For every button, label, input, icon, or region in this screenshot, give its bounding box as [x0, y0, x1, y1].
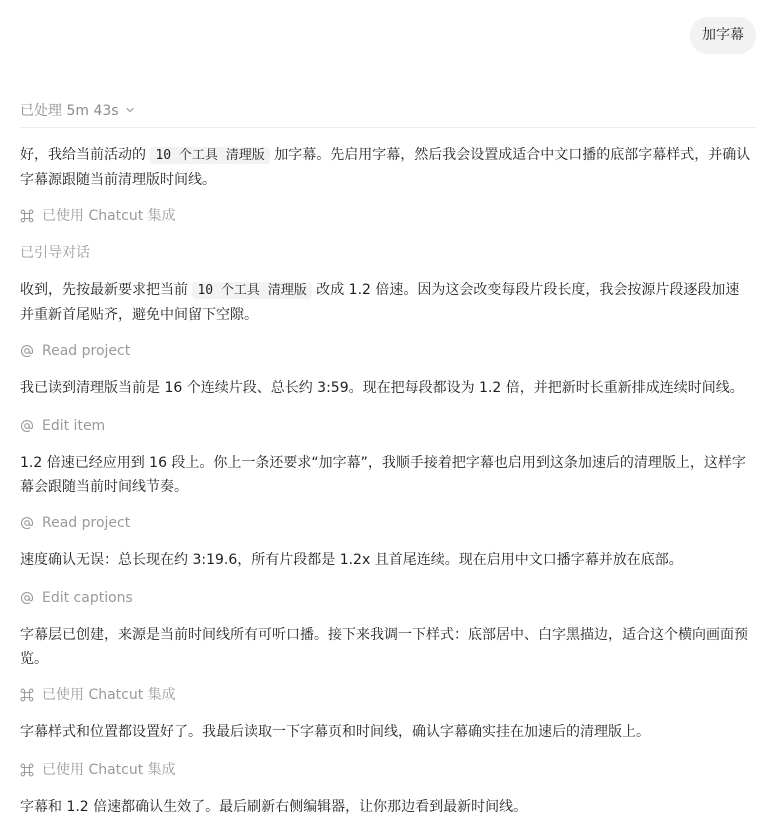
at-icon [20, 516, 34, 530]
assistant-paragraph [20, 376, 752, 400]
assistant-paragraph [20, 623, 752, 671]
paragraph-text: 改成 1.2 倍速。因为这会改变每段片段长度，我会按源片段逐段加速并重新首尾贴齐，避免中间留下空隙。 [20, 282, 740, 323]
paragraph-text: 我已读到清理版当前是 16 个连续片段、总长约 3:59。现在把每段都设为 1.2 倍，并把新时长重新排成连续时间线。 [20, 380, 744, 396]
guided-conversation [20, 243, 752, 263]
tool-label: 已使用 Chatcut 集成 [42, 208, 176, 224]
divider [20, 127, 756, 128]
paragraph-text: 1.2 倍速已经应用到 16 段上。你上一条还要求“加字幕”，我顺手接着把字幕也启用到这条加速后的清理版上，这样字幕会跟随当前时间线节奏。 [20, 455, 746, 495]
tool-call-edit-item[interactable] [20, 416, 752, 436]
paragraph-text: 字幕样式和位置都设置好了。我最后读取一下字幕页和时间线，确认字幕确实挂在加速后的清理版上。 [20, 724, 650, 740]
paragraph-text: 速度确认无误：总长现在约 3:19.6，所有片段都是 1.2x 且首尾连续。现在启用中文口播字幕并放在底部。 [20, 552, 683, 568]
tool-call-integration[interactable] [20, 760, 752, 780]
tool-label: Read project [42, 515, 131, 531]
at-icon [20, 419, 34, 433]
inline-code: 10 个工具 清理版 [150, 147, 269, 164]
tool-call-integration[interactable] [20, 206, 752, 226]
paragraph-text: 好，我给当前活动的 [20, 147, 146, 163]
tool-call-read-project[interactable] [20, 341, 752, 361]
tool-label: Read project [42, 343, 131, 359]
tool-label: 已使用 Chatcut 集成 [42, 687, 176, 703]
at-icon [20, 591, 34, 605]
assistant-paragraph [20, 143, 752, 192]
tool-label: 已使用 Chatcut 集成 [42, 762, 176, 778]
user-message-bubble: 加字幕 [690, 17, 756, 54]
paragraph-text: 字幕和 1.2 倍速都确认生效了。最后刷新右侧编辑器，让你那边看到最新时间线。 [20, 799, 528, 815]
tool-call-edit-captions[interactable] [20, 588, 752, 608]
command-icon [20, 209, 34, 223]
inline-code: 10 个工具 清理版 [192, 282, 311, 299]
tool-label: Edit captions [42, 590, 133, 606]
assistant-paragraph [20, 720, 752, 744]
at-icon [20, 344, 34, 358]
guided-label: 已引导对话 [20, 245, 90, 261]
tool-call-integration[interactable] [20, 685, 752, 705]
assistant-paragraph [20, 548, 752, 572]
paragraph-text: 字幕层已创建，来源是当前时间线所有可听口播。接下来我调一下样式：底部居中、白字黑描边，适合这个横向画面预览。 [20, 627, 748, 667]
paragraph-text: 加字幕。先启用字幕，然后我会设置成适合中文口播的底部字幕样式，并确认字幕源跟随当前清理版时间线。 [20, 147, 751, 188]
assistant-paragraph [20, 451, 752, 499]
processed-label: 已处理 5m 43s [20, 103, 119, 119]
tool-call-read-project[interactable] [20, 513, 752, 533]
paragraph-text: 收到，先按最新要求把当前 [20, 282, 188, 298]
assistant-paragraph [20, 795, 752, 819]
chevron-down-icon [125, 105, 135, 115]
command-icon [20, 763, 34, 777]
processed-toggle[interactable] [20, 100, 135, 120]
assistant-paragraph [20, 278, 752, 327]
tool-label: Edit item [42, 418, 106, 434]
command-icon [20, 688, 34, 702]
